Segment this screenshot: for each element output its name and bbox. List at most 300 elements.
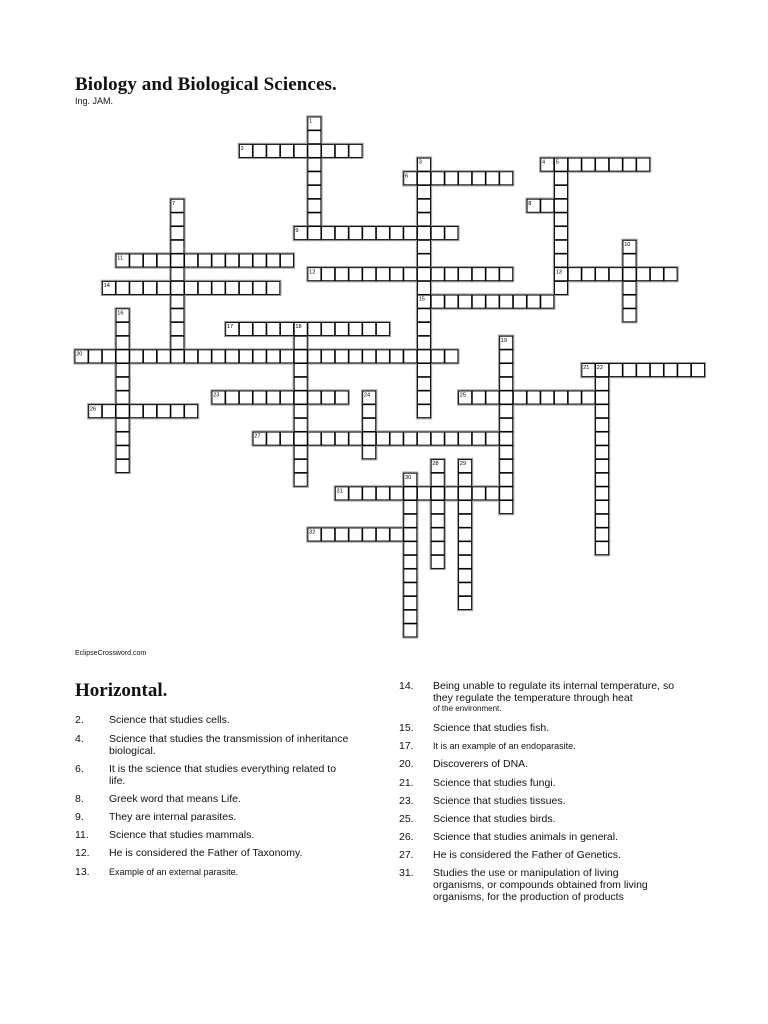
crossword-cell[interactable]	[472, 432, 485, 445]
crossword-cell[interactable]	[390, 350, 403, 363]
crossword-cell[interactable]	[500, 268, 513, 281]
crossword-cell[interactable]	[431, 268, 444, 281]
crossword-cell[interactable]	[609, 268, 622, 281]
crossword-cell[interactable]	[500, 364, 513, 377]
crossword-cell[interactable]	[294, 144, 307, 157]
crossword-cell[interactable]	[116, 391, 129, 404]
crossword-cell[interactable]	[281, 350, 294, 363]
crossword-cell[interactable]	[500, 295, 513, 308]
crossword-cell[interactable]	[198, 254, 211, 267]
crossword-cell[interactable]	[376, 487, 389, 500]
crossword-cell[interactable]	[418, 364, 431, 377]
crossword-cell[interactable]	[555, 172, 568, 185]
crossword-cell[interactable]	[513, 295, 526, 308]
crossword-cell[interactable]	[623, 364, 636, 377]
crossword-cell[interactable]	[116, 460, 129, 473]
crossword-cell[interactable]	[472, 391, 485, 404]
crossword-cell[interactable]	[500, 487, 513, 500]
crossword-cell[interactable]	[431, 542, 444, 555]
crossword-cell[interactable]	[459, 501, 472, 514]
crossword-cell[interactable]	[212, 254, 225, 267]
crossword-cell[interactable]	[212, 281, 225, 294]
crossword-cell[interactable]	[267, 391, 280, 404]
crossword-cell[interactable]	[363, 418, 376, 431]
crossword-cell[interactable]	[130, 350, 143, 363]
crossword-cell[interactable]	[486, 432, 499, 445]
crossword-cell[interactable]	[445, 350, 458, 363]
crossword-cell[interactable]	[171, 405, 184, 418]
crossword-cell[interactable]	[349, 144, 362, 157]
crossword-cell[interactable]	[281, 323, 294, 336]
crossword-cell[interactable]	[555, 213, 568, 226]
crossword-cell[interactable]	[404, 528, 417, 541]
crossword-cell[interactable]	[239, 281, 252, 294]
crossword-cell[interactable]	[500, 391, 513, 404]
crossword-cell[interactable]	[335, 268, 348, 281]
crossword-cell[interactable]	[226, 254, 239, 267]
crossword-cell[interactable]	[431, 172, 444, 185]
crossword-cell[interactable]	[281, 144, 294, 157]
crossword-cell[interactable]	[116, 281, 129, 294]
crossword-cell[interactable]	[157, 405, 170, 418]
crossword-cell[interactable]	[582, 391, 595, 404]
crossword-cell[interactable]	[294, 418, 307, 431]
crossword-cell[interactable]	[144, 254, 157, 267]
crossword-cell[interactable]	[157, 281, 170, 294]
crossword-cell[interactable]	[404, 542, 417, 555]
crossword-cell[interactable]	[253, 144, 266, 157]
crossword-cell[interactable]	[308, 144, 321, 157]
crossword-cell[interactable]	[637, 364, 650, 377]
crossword-cell[interactable]	[486, 487, 499, 500]
crossword-cell[interactable]	[472, 487, 485, 500]
crossword-cell[interactable]	[527, 391, 540, 404]
crossword-cell[interactable]	[500, 432, 513, 445]
crossword-cell[interactable]	[116, 364, 129, 377]
crossword-cell[interactable]	[596, 487, 609, 500]
crossword-cell[interactable]	[541, 295, 554, 308]
crossword-cell[interactable]	[171, 268, 184, 281]
crossword-cell[interactable]	[459, 487, 472, 500]
crossword-cell[interactable]	[253, 281, 266, 294]
crossword-cell[interactable]	[390, 268, 403, 281]
crossword-cell[interactable]	[267, 323, 280, 336]
crossword-cell[interactable]	[445, 432, 458, 445]
crossword-cell[interactable]	[116, 405, 129, 418]
crossword-cell[interactable]	[404, 624, 417, 637]
crossword-cell[interactable]	[445, 227, 458, 240]
crossword-cell[interactable]	[404, 350, 417, 363]
crossword-cell[interactable]	[390, 227, 403, 240]
crossword-cell[interactable]	[171, 254, 184, 267]
crossword-cell[interactable]	[116, 377, 129, 390]
crossword-cell[interactable]	[185, 281, 198, 294]
crossword-cell[interactable]	[239, 254, 252, 267]
crossword-cell[interactable]	[472, 172, 485, 185]
crossword-cell[interactable]	[500, 350, 513, 363]
crossword-cell[interactable]	[130, 254, 143, 267]
crossword-cell[interactable]	[431, 487, 444, 500]
crossword-cell[interactable]	[459, 172, 472, 185]
crossword-cell[interactable]	[431, 432, 444, 445]
crossword-cell[interactable]	[431, 295, 444, 308]
crossword-cell[interactable]	[650, 268, 663, 281]
crossword-cell[interactable]	[596, 432, 609, 445]
crossword-cell[interactable]	[281, 432, 294, 445]
crossword-cell[interactable]	[418, 405, 431, 418]
crossword-cell[interactable]	[582, 268, 595, 281]
crossword-cell[interactable]	[267, 432, 280, 445]
crossword-cell[interactable]	[294, 473, 307, 486]
crossword-cell[interactable]	[555, 254, 568, 267]
crossword-cell[interactable]	[623, 281, 636, 294]
crossword-cell[interactable]	[404, 268, 417, 281]
crossword-cell[interactable]	[335, 323, 348, 336]
crossword-cell[interactable]	[555, 199, 568, 212]
crossword-cell[interactable]	[308, 323, 321, 336]
crossword-cell[interactable]	[363, 432, 376, 445]
crossword-cell[interactable]	[363, 227, 376, 240]
crossword-cell[interactable]	[513, 391, 526, 404]
crossword-cell[interactable]	[363, 446, 376, 459]
crossword-cell[interactable]	[116, 418, 129, 431]
crossword-cell[interactable]	[308, 350, 321, 363]
crossword-cell[interactable]	[171, 309, 184, 322]
crossword-cell[interactable]	[637, 268, 650, 281]
crossword-cell[interactable]	[157, 350, 170, 363]
crossword-cell[interactable]	[418, 350, 431, 363]
crossword-cell[interactable]	[144, 281, 157, 294]
crossword-cell[interactable]	[404, 610, 417, 623]
crossword-cell[interactable]	[555, 391, 568, 404]
crossword-cell[interactable]	[157, 254, 170, 267]
crossword-cell[interactable]	[335, 144, 348, 157]
crossword-cell[interactable]	[459, 268, 472, 281]
crossword-cell[interactable]	[390, 432, 403, 445]
crossword-cell[interactable]	[294, 377, 307, 390]
crossword-cell[interactable]	[144, 350, 157, 363]
crossword-cell[interactable]	[171, 295, 184, 308]
crossword-cell[interactable]	[650, 364, 663, 377]
crossword-cell[interactable]	[418, 281, 431, 294]
crossword-cell[interactable]	[596, 514, 609, 527]
crossword-cell[interactable]	[500, 501, 513, 514]
crossword-cell[interactable]	[459, 597, 472, 610]
crossword-cell[interactable]	[431, 227, 444, 240]
crossword-cell[interactable]	[144, 405, 157, 418]
crossword-cell[interactable]	[116, 336, 129, 349]
crossword-cell[interactable]	[445, 268, 458, 281]
crossword-cell[interactable]	[308, 199, 321, 212]
crossword-cell[interactable]	[459, 542, 472, 555]
crossword-cell[interactable]	[459, 432, 472, 445]
crossword-cell[interactable]	[596, 268, 609, 281]
crossword-cell[interactable]	[349, 323, 362, 336]
crossword-cell[interactable]	[404, 569, 417, 582]
crossword-cell[interactable]	[418, 323, 431, 336]
crossword-cell[interactable]	[431, 528, 444, 541]
crossword-cell[interactable]	[349, 432, 362, 445]
crossword-cell[interactable]	[418, 213, 431, 226]
crossword-cell[interactable]	[623, 268, 636, 281]
crossword-cell[interactable]	[102, 350, 115, 363]
crossword-cell[interactable]	[171, 213, 184, 226]
crossword-cell[interactable]	[472, 268, 485, 281]
crossword-cell[interactable]	[555, 281, 568, 294]
crossword-cell[interactable]	[582, 158, 595, 171]
crossword-cell[interactable]	[281, 391, 294, 404]
crossword-cell[interactable]	[596, 391, 609, 404]
crossword-cell[interactable]	[322, 528, 335, 541]
crossword-cell[interactable]	[322, 268, 335, 281]
crossword-cell[interactable]	[349, 528, 362, 541]
crossword-cell[interactable]	[431, 350, 444, 363]
cell-number: 20	[76, 351, 83, 358]
crossword-cell[interactable]	[116, 432, 129, 445]
crossword-cell[interactable]	[459, 583, 472, 596]
crossword-cell[interactable]	[130, 281, 143, 294]
crossword-cell[interactable]	[349, 268, 362, 281]
crossword-cell[interactable]	[541, 199, 554, 212]
crossword-cell[interactable]	[294, 350, 307, 363]
crossword-cell[interactable]	[418, 254, 431, 267]
crossword-cell[interactable]	[623, 295, 636, 308]
crossword-cell[interactable]	[431, 501, 444, 514]
crossword-cell[interactable]	[308, 158, 321, 171]
crossword-cell[interactable]	[294, 405, 307, 418]
crossword-cell[interactable]	[349, 227, 362, 240]
crossword-cell[interactable]	[459, 528, 472, 541]
crossword-cell[interactable]	[445, 295, 458, 308]
crossword-cell[interactable]	[308, 172, 321, 185]
crossword-cell[interactable]	[363, 405, 376, 418]
crossword-cell[interactable]	[239, 391, 252, 404]
crossword-cell[interactable]	[322, 144, 335, 157]
crossword-cell[interactable]	[171, 336, 184, 349]
crossword-cell[interactable]	[185, 350, 198, 363]
crossword-cell[interactable]	[459, 295, 472, 308]
crossword-cell[interactable]	[308, 131, 321, 144]
crossword-cell[interactable]	[404, 514, 417, 527]
crossword-cell[interactable]	[418, 432, 431, 445]
crossword-cell[interactable]	[294, 460, 307, 473]
crossword-cell[interactable]	[239, 350, 252, 363]
crossword-cell[interactable]	[431, 514, 444, 527]
crossword-cell[interactable]	[596, 446, 609, 459]
crossword-cell[interactable]	[418, 186, 431, 199]
crossword-cell[interactable]	[404, 227, 417, 240]
crossword-cell[interactable]	[363, 268, 376, 281]
crossword-cell[interactable]	[418, 199, 431, 212]
crossword-cell[interactable]	[609, 158, 622, 171]
crossword-cell[interactable]	[308, 213, 321, 226]
crossword-cell[interactable]	[390, 528, 403, 541]
crossword-cell[interactable]	[623, 158, 636, 171]
crossword-cell[interactable]	[253, 323, 266, 336]
crossword-cell[interactable]	[322, 432, 335, 445]
crossword-cell[interactable]	[445, 487, 458, 500]
crossword-cell[interactable]	[335, 350, 348, 363]
crossword-cell[interactable]	[596, 377, 609, 390]
crossword-cell[interactable]	[431, 473, 444, 486]
crossword-cell[interactable]	[418, 268, 431, 281]
crossword-cell[interactable]	[404, 432, 417, 445]
crossword-cell[interactable]	[418, 391, 431, 404]
crossword-cell[interactable]	[596, 418, 609, 431]
crossword-cell[interactable]	[486, 268, 499, 281]
crossword-cell[interactable]	[363, 528, 376, 541]
crossword-cell[interactable]	[486, 172, 499, 185]
crossword-cell[interactable]	[253, 350, 266, 363]
crossword-cell[interactable]	[294, 364, 307, 377]
crossword-cell[interactable]	[404, 501, 417, 514]
crossword-cell[interactable]	[459, 569, 472, 582]
crossword-cell[interactable]	[500, 377, 513, 390]
crossword-cell[interactable]	[596, 473, 609, 486]
crossword-cell[interactable]	[418, 487, 431, 500]
crossword-cell[interactable]	[376, 528, 389, 541]
crossword-cell[interactable]	[527, 295, 540, 308]
crossword-cell[interactable]	[363, 323, 376, 336]
crossword-cell[interactable]	[185, 405, 198, 418]
crossword-cell[interactable]	[555, 227, 568, 240]
crossword-cell[interactable]	[555, 186, 568, 199]
crossword-cell[interactable]	[596, 405, 609, 418]
crossword-cell[interactable]	[500, 418, 513, 431]
crossword-cell[interactable]	[486, 391, 499, 404]
crossword-cell[interactable]	[418, 172, 431, 185]
crossword-cell[interactable]	[431, 555, 444, 568]
crossword-cell[interactable]	[198, 281, 211, 294]
crossword-cell[interactable]	[376, 268, 389, 281]
crossword-cell[interactable]	[226, 391, 239, 404]
crossword-cell[interactable]	[376, 227, 389, 240]
crossword-cell[interactable]	[130, 405, 143, 418]
crossword-cell[interactable]	[445, 172, 458, 185]
crossword-cell[interactable]	[596, 460, 609, 473]
crossword-cell[interactable]	[171, 227, 184, 240]
crossword-cell[interactable]	[363, 350, 376, 363]
crossword-cell[interactable]	[500, 405, 513, 418]
crossword-cell[interactable]	[623, 309, 636, 322]
crossword-cell[interactable]	[596, 501, 609, 514]
crossword-cell[interactable]	[281, 254, 294, 267]
crossword-cell[interactable]	[116, 323, 129, 336]
crossword-cell[interactable]	[308, 227, 321, 240]
crossword-cell[interactable]	[363, 487, 376, 500]
crossword-cell[interactable]	[322, 323, 335, 336]
crossword-cell[interactable]	[404, 487, 417, 500]
crossword-cell[interactable]	[637, 158, 650, 171]
crossword-cell[interactable]	[418, 336, 431, 349]
crossword-cell[interactable]	[349, 487, 362, 500]
crossword-cell[interactable]	[664, 364, 677, 377]
crossword-cell[interactable]	[404, 583, 417, 596]
crossword-cell[interactable]	[267, 144, 280, 157]
crossword-cell[interactable]	[335, 391, 348, 404]
crossword-cell[interactable]	[171, 281, 184, 294]
crossword-cell[interactable]	[500, 446, 513, 459]
crossword-cell[interactable]	[500, 460, 513, 473]
crossword-cell[interactable]	[294, 391, 307, 404]
crossword-cell[interactable]	[171, 323, 184, 336]
crossword-cell[interactable]	[678, 364, 691, 377]
crossword-cell[interactable]	[239, 323, 252, 336]
crossword-cell[interactable]	[253, 391, 266, 404]
crossword-cell[interactable]	[418, 377, 431, 390]
crossword-cell[interactable]	[418, 227, 431, 240]
crossword-cell[interactable]	[486, 295, 499, 308]
crossword-cell[interactable]	[596, 158, 609, 171]
crossword-cell[interactable]	[541, 391, 554, 404]
crossword-cell[interactable]	[322, 391, 335, 404]
crossword-cell[interactable]	[116, 446, 129, 459]
crossword-cell[interactable]	[500, 473, 513, 486]
crossword-cell[interactable]	[568, 268, 581, 281]
crossword-cell[interactable]	[555, 240, 568, 253]
crossword-cell[interactable]	[596, 542, 609, 555]
crossword-cell[interactable]	[459, 473, 472, 486]
crossword-cell[interactable]	[596, 528, 609, 541]
crossword-cell[interactable]	[376, 432, 389, 445]
crossword-cell[interactable]	[623, 254, 636, 267]
crossword-cell[interactable]	[335, 528, 348, 541]
crossword-cell[interactable]	[322, 227, 335, 240]
crossword-cell[interactable]	[267, 350, 280, 363]
crossword-cell[interactable]	[294, 446, 307, 459]
crossword-cell[interactable]	[267, 281, 280, 294]
crossword-cell[interactable]	[335, 227, 348, 240]
crossword-cell[interactable]	[267, 254, 280, 267]
crossword-cell[interactable]	[116, 350, 129, 363]
crossword-cell[interactable]	[404, 597, 417, 610]
crossword-cell[interactable]	[253, 254, 266, 267]
crossword-cell[interactable]	[500, 172, 513, 185]
crossword-cell[interactable]	[472, 295, 485, 308]
crossword-cell[interactable]	[294, 336, 307, 349]
crossword-cell[interactable]	[692, 364, 705, 377]
crossword-cell[interactable]	[198, 350, 211, 363]
crossword-cell[interactable]	[89, 350, 102, 363]
crossword-cell[interactable]	[212, 350, 225, 363]
crossword-cell[interactable]	[568, 391, 581, 404]
crossword-cell[interactable]	[171, 240, 184, 253]
crossword-cell[interactable]	[404, 555, 417, 568]
crossword-cell[interactable]	[102, 405, 115, 418]
crossword-cell[interactable]	[335, 432, 348, 445]
crossword-cell[interactable]	[308, 186, 321, 199]
crossword-cell[interactable]	[418, 309, 431, 322]
crossword-cell[interactable]	[294, 432, 307, 445]
crossword-cell[interactable]	[376, 350, 389, 363]
crossword-cell[interactable]	[171, 350, 184, 363]
crossword-cell[interactable]	[185, 254, 198, 267]
crossword-cell[interactable]	[390, 487, 403, 500]
crossword-cell[interactable]	[459, 514, 472, 527]
crossword-cell[interactable]	[308, 391, 321, 404]
crossword-cell[interactable]	[322, 350, 335, 363]
crossword-cell[interactable]	[376, 323, 389, 336]
crossword-cell[interactable]	[226, 350, 239, 363]
crossword-cell[interactable]	[609, 364, 622, 377]
crossword-cell[interactable]	[308, 432, 321, 445]
crossword-cell[interactable]	[226, 281, 239, 294]
crossword-cell[interactable]	[459, 555, 472, 568]
crossword-cell[interactable]	[664, 268, 677, 281]
crossword-cell[interactable]	[568, 158, 581, 171]
crossword-cell[interactable]	[349, 350, 362, 363]
crossword-cell[interactable]	[418, 240, 431, 253]
